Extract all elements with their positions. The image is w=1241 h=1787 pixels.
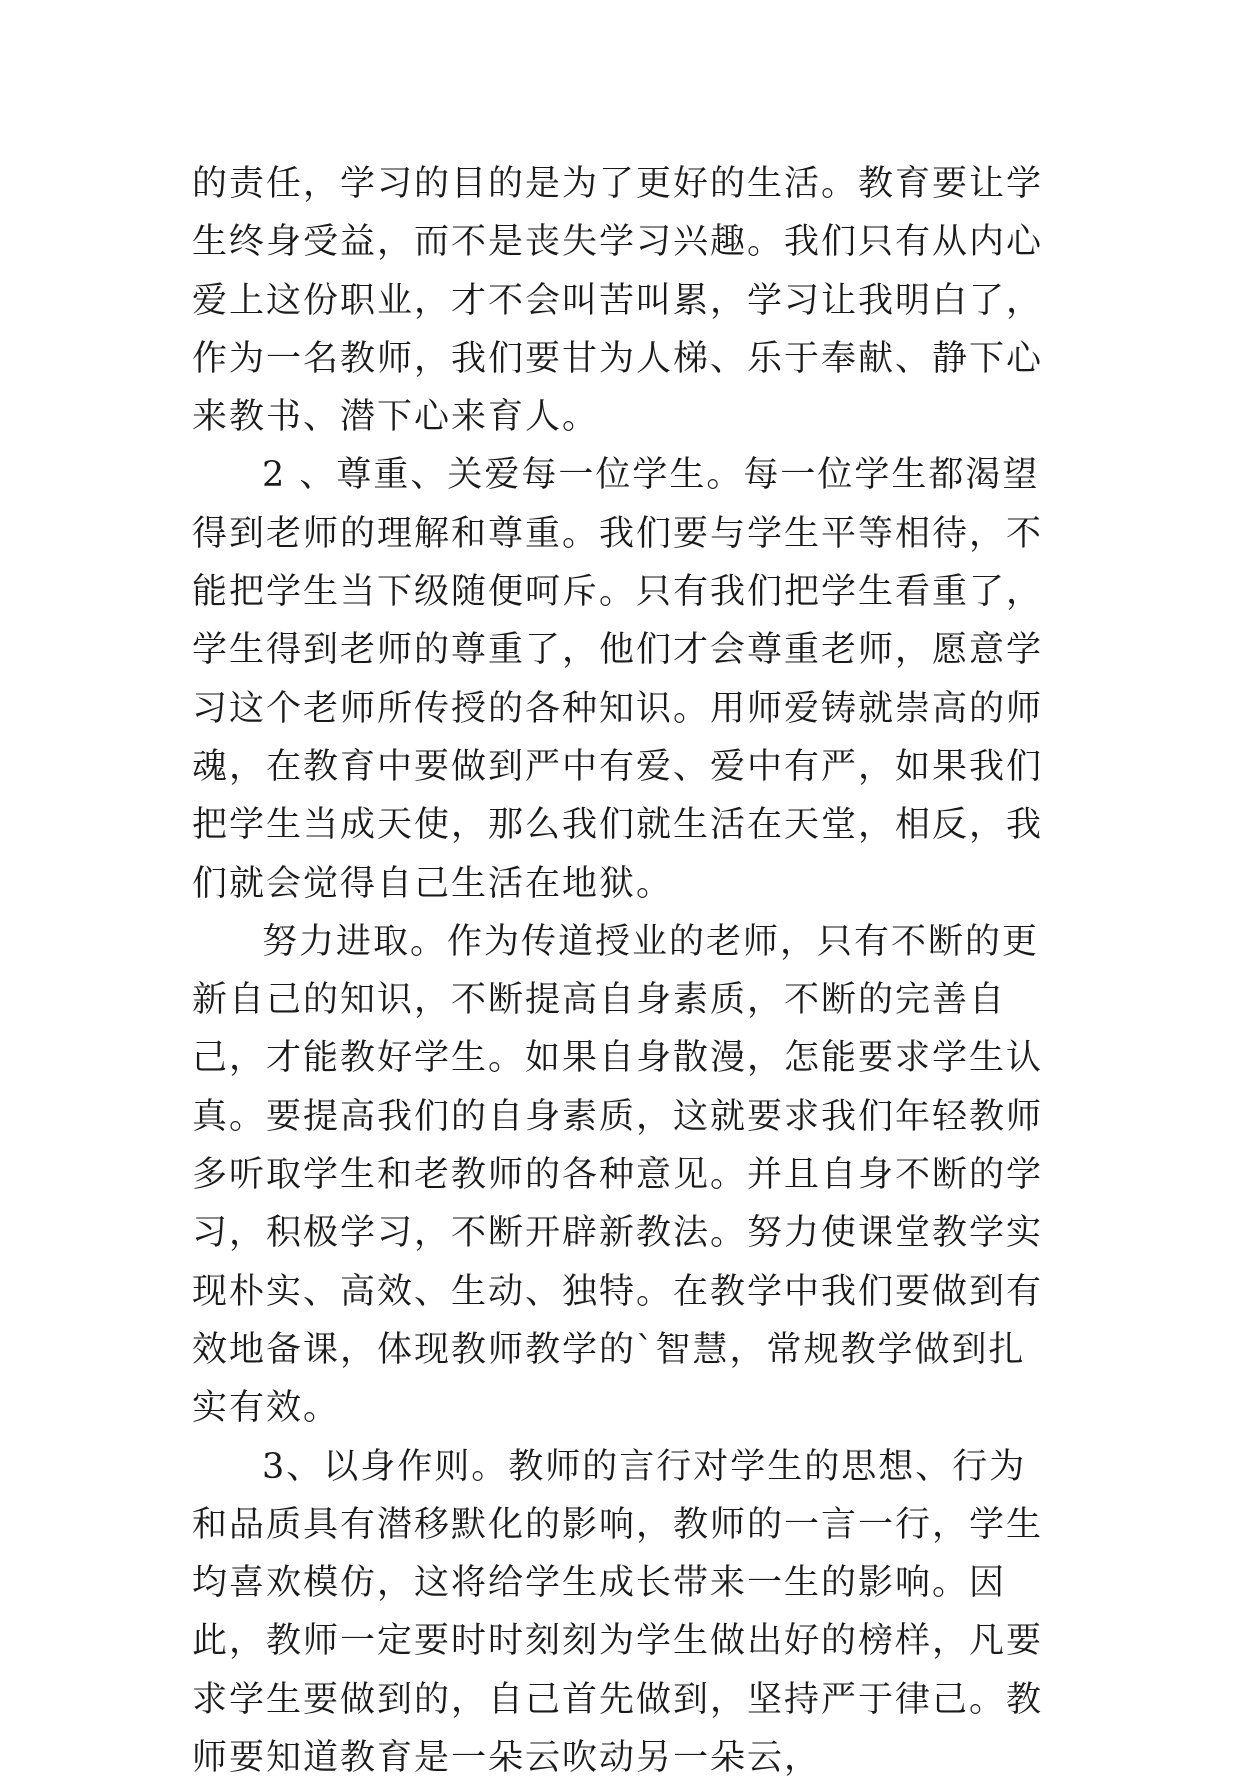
paragraph-strive: 努力进取。作为传道授业的老师，只有不断的更新自己的知识，不断提高自身素质，不断的完善自己，才能教好学生。如果自身散漫，怎能要求学生认真。要提高我们的自身素质，这就要求我们年轻教师多听取学生和老教师的各种意见。并且自身不断的学习，积极学习，不断开辟新教法。努力使课堂教学实现朴实、高效、生动、独特。在教学中我们要做到有效地备课，体现教师教学的`智慧，常规教学做到扎实有效。 — [192, 921, 1044, 1429]
paragraph-lead-by-example: 3、以身作则。教师的言行对学生的思想、行为和品质具有潜移默化的影响，教师的一言一行，学生均喜欢模仿，这将给学生成长带来一生的影响。因此，教师一定要时时刻刻为学生做出好的榜样，凡要求学生要做到的，自己首先做到，坚持严于律己。教师要知道教育是一朵云吹动另一朵云， — [192, 1446, 1044, 1779]
paragraph-continuation: 的责任，学习的目的是为了更好的生活。教育要让学生终身受益，而不是丧失学习兴趣。我们只有从内心爱上这份职业，才不会叫苦叫累，学习让我明白了，作为一名教师，我们要甘为人梯、乐于奉献、静下心来教书、潜下心来育人。 — [192, 164, 1044, 438]
document-body — [192, 155, 1052, 1787]
paragraph-respect-students: 2 、尊重、关爱每一位学生。每一位学生都渴望得到老师的理解和尊重。我们要与学生平等相待，不能把学生当下级随便呵斥。只有我们把学生看重了，学生得到老师的尊重了，他们才会尊重老师，愿意学习这个老师所传授的各种知识。用师爱铸就崇高的师魂，在教育中要做到严中有爱、爱中有严，如果我们把学生当成天使，那么我们就生活在天堂，相反，我们就会觉得自己生活在地狱。 — [192, 455, 1044, 904]
